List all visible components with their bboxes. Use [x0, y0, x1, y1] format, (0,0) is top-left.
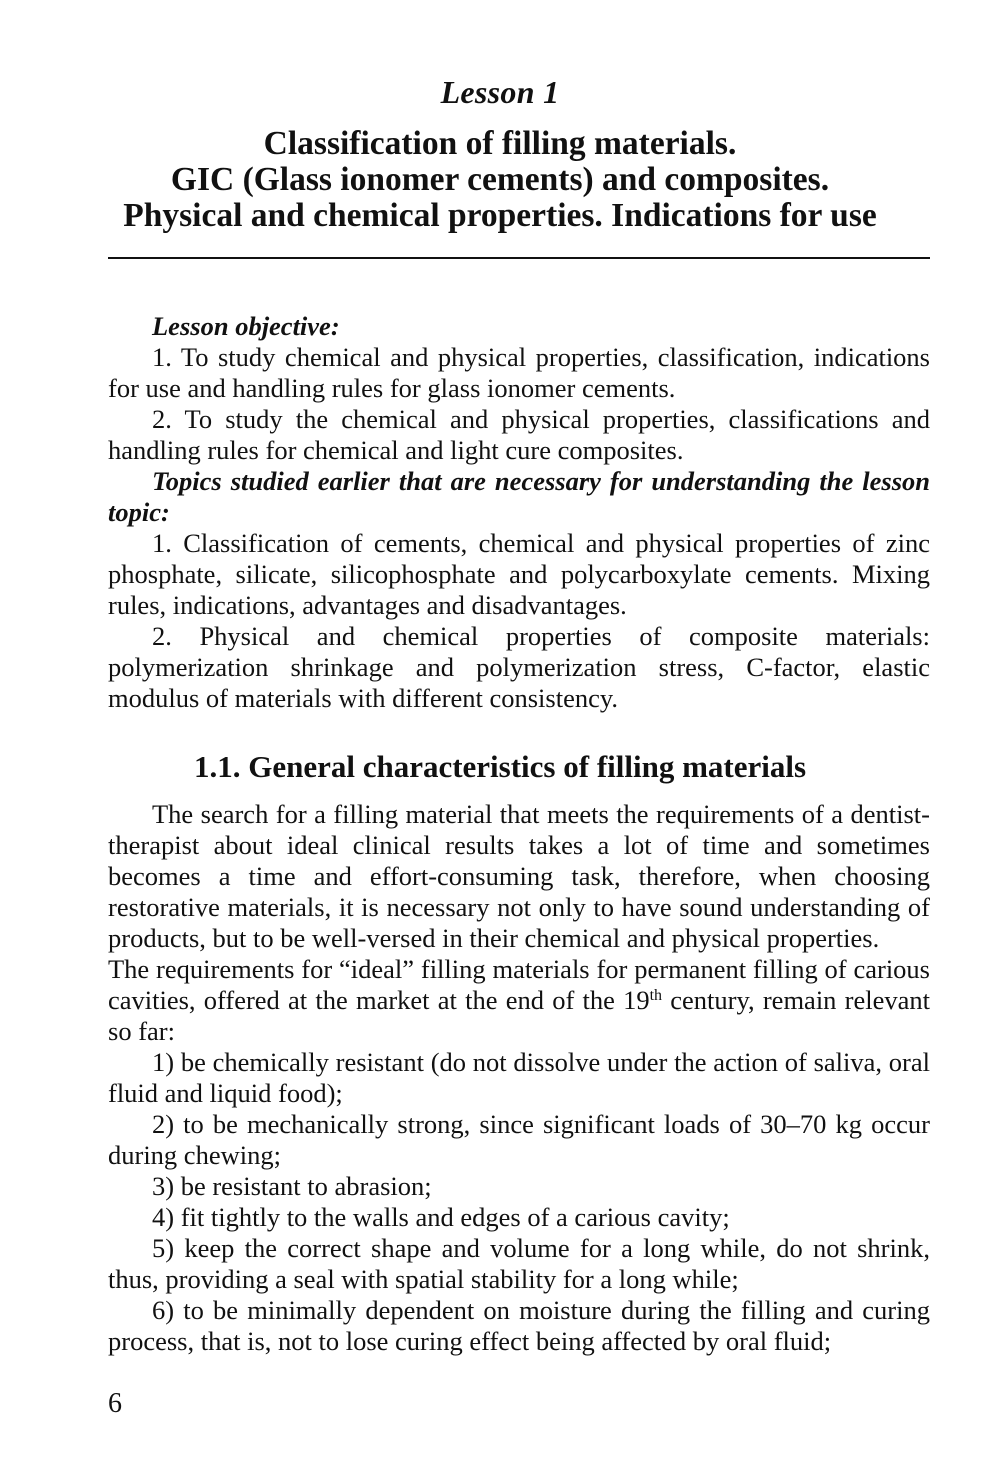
prerequisite-item: 1. Classification of cements, chemical and physical properties of zinc phosphate, silicate, silicophosphate and polycarboxylate cements. Mixing rules, indications, advantages and disadvantages. [108, 528, 930, 620]
requirement-item: 3) be resistant to abrasion; [152, 1171, 432, 1201]
requirement-item: 1) be chemically resistant (do not dissolve under the action of saliva, oral fluid and liquid food); [108, 1047, 930, 1108]
lesson-objective-block [108, 311, 930, 714]
objective-heading: Lesson objective: [152, 311, 340, 341]
ordinal-superscript: th [649, 987, 663, 1004]
page-number: 6 [108, 1388, 122, 1419]
section-heading: 1.1. General characteristics of filling materials [193, 749, 807, 784]
objective-item: 1. To study chemical and physical properties, classification, indications for use and handling rules for glass ionomer cements. [108, 342, 930, 403]
prerequisites-heading: Topics studied earlier that are necessary for understanding the lesson topic: [108, 466, 930, 527]
section-body [108, 799, 930, 1357]
objective-item: 2. To study the chemical and physical properties, classifications and handling rules for chemical and light cure composites. [108, 404, 930, 465]
chapter-title-line: GIC (Glass ionomer cements) and composites. [170, 161, 830, 198]
intro-paragraph: The search for a filling material that meets the requirements of a dentist-therapist about ideal clinical results takes a lot of time and sometimes becomes a time and effort-consuming task, therefore, when choosing restorative materials, it is necessary not only to have sound understanding of products, but to be well-versed in their chemical and physical properties. [108, 799, 930, 953]
chapter-title [60, 126, 940, 234]
requirements-paragraph [108, 954, 930, 1047]
requirement-item: 2) to be mechanically strong, since significant loads of 30–70 kg occur during chewing; [108, 1109, 930, 1170]
requirements-text-end: century, remain relevant so far: [108, 985, 930, 1046]
chapter-title-line: Classification of filling materials. [263, 125, 737, 162]
prerequisite-item: 2. Physical and chemical properties of composite materials: polymerization shrinkage and polymerization stress, C-factor, elastic modulus of materials with different consistency. [108, 621, 930, 713]
chapter-title-line: Physical and chemical properties. Indications for use [123, 197, 877, 234]
requirements-text: The requirements for “ideal” filling materials for permanent filling of carious cavities, offered at the market at the end of the 19 [108, 954, 930, 1015]
requirement-item: 4) fit tightly to the walls and edges of a carious cavity; [152, 1202, 730, 1232]
requirement-item: 6) to be minimally dependent on moisture during the filling and curing process, that is, not to lose curing effect being affected by oral fluid; [108, 1295, 930, 1356]
lesson-label: Lesson 1 [440, 74, 560, 110]
requirement-item: 5) keep the correct shape and volume for a long while, do not shrink, thus, providing a seal with spatial stability for a long while; [108, 1233, 930, 1294]
title-divider [108, 257, 930, 259]
